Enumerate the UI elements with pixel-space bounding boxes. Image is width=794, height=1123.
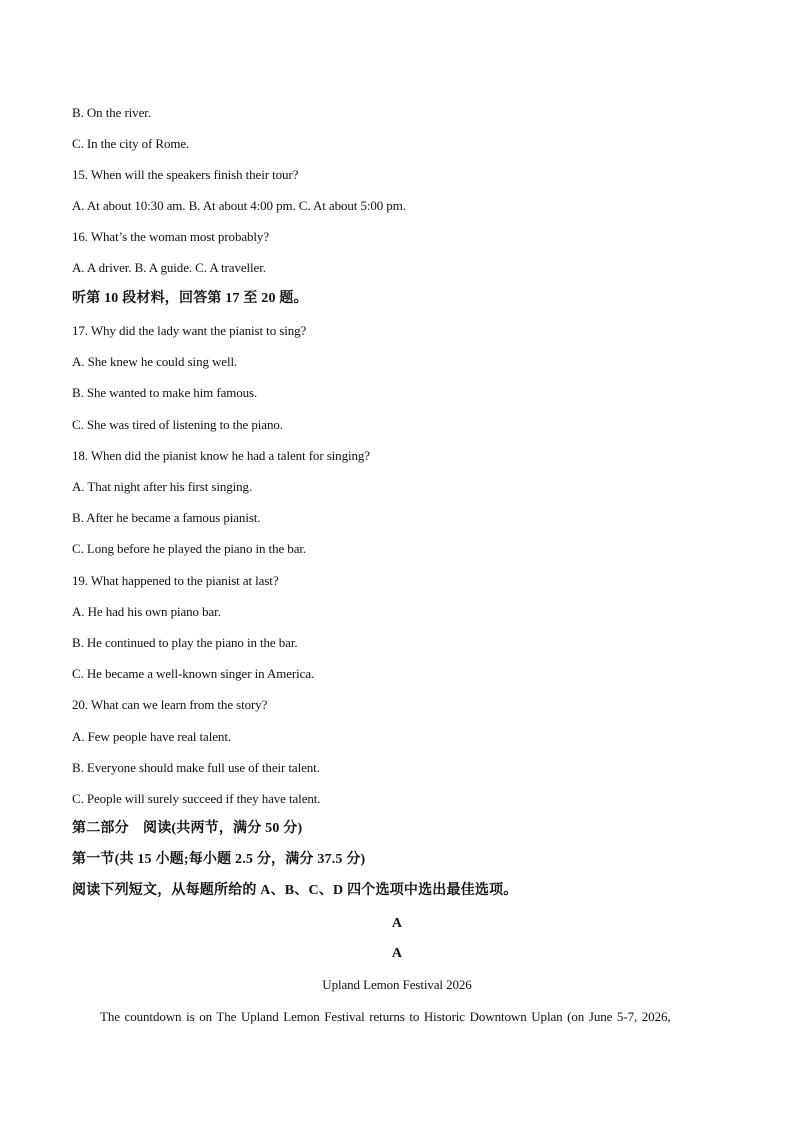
question-19: 19. What happened to the pianist at last? bbox=[72, 573, 279, 588]
option-19b: B. He continued to play the piano in the bar. bbox=[72, 635, 298, 650]
passage-label: A bbox=[391, 916, 403, 931]
question-15: 15. When will the speakers finish their tour? bbox=[72, 167, 299, 182]
option-14b: B. On the river. bbox=[72, 105, 151, 120]
options-16: A. A driver. B. A guide. C. A traveller. bbox=[72, 260, 266, 275]
option-20c: C. People will surely succeed if they have talent. bbox=[72, 791, 321, 806]
option-19a: A. He had his own piano bar. bbox=[72, 604, 221, 619]
question-18: 18. When did the pianist know he had a talent for singing? bbox=[72, 448, 370, 463]
option-18a: A. That night after his first singing. bbox=[72, 479, 253, 494]
passage-sublabel: A bbox=[391, 946, 403, 961]
section-one-heading: 第一节(共 15 小题;每小题 2.5 分，满分 37.5 分) bbox=[72, 852, 366, 867]
question-20: 20. What can we learn from the story? bbox=[72, 697, 268, 712]
option-20a: A. Few people have real talent. bbox=[72, 729, 231, 744]
passage-paragraph: The countdown is on The Upland Lemon Festival returns to Historic Downtown Uplan (on June 5-7, 2026, bbox=[100, 1009, 671, 1024]
section-heading-passage-10: 听第 10 段材料，回答第 17 至 20 题。 bbox=[72, 291, 308, 306]
option-17c: C. She was tired of listening to the piano. bbox=[72, 417, 283, 432]
option-17b: B. She wanted to make him famous. bbox=[72, 385, 258, 400]
question-16: 16. What’s the woman most probably? bbox=[72, 229, 270, 244]
option-14c: C. In the city of Rome. bbox=[72, 136, 190, 151]
option-17a: A. She knew he could sing well. bbox=[72, 354, 238, 369]
part-two-heading: 第二部分 阅读(共两节，满分 50 分) bbox=[72, 821, 303, 836]
option-20b: B. Everyone should make full use of their talent. bbox=[72, 760, 320, 775]
option-19c: C. He became a well-known singer in America. bbox=[72, 666, 315, 681]
question-17: 17. Why did the lady want the pianist to sing? bbox=[72, 323, 307, 338]
option-18c: C. Long before he played the piano in the bar. bbox=[72, 541, 307, 556]
reading-instructions: 阅读下列短文，从每题所给的 A、B、C、D 四个选项中选出最佳选项。 bbox=[72, 883, 518, 898]
options-15: A. At about 10:30 am. B. At about 4:00 pm. C. At about 5:00 pm. bbox=[72, 198, 406, 213]
option-18b: B. After he became a famous pianist. bbox=[72, 510, 261, 525]
passage-title: Upland Lemon Festival 2026 bbox=[322, 977, 472, 992]
